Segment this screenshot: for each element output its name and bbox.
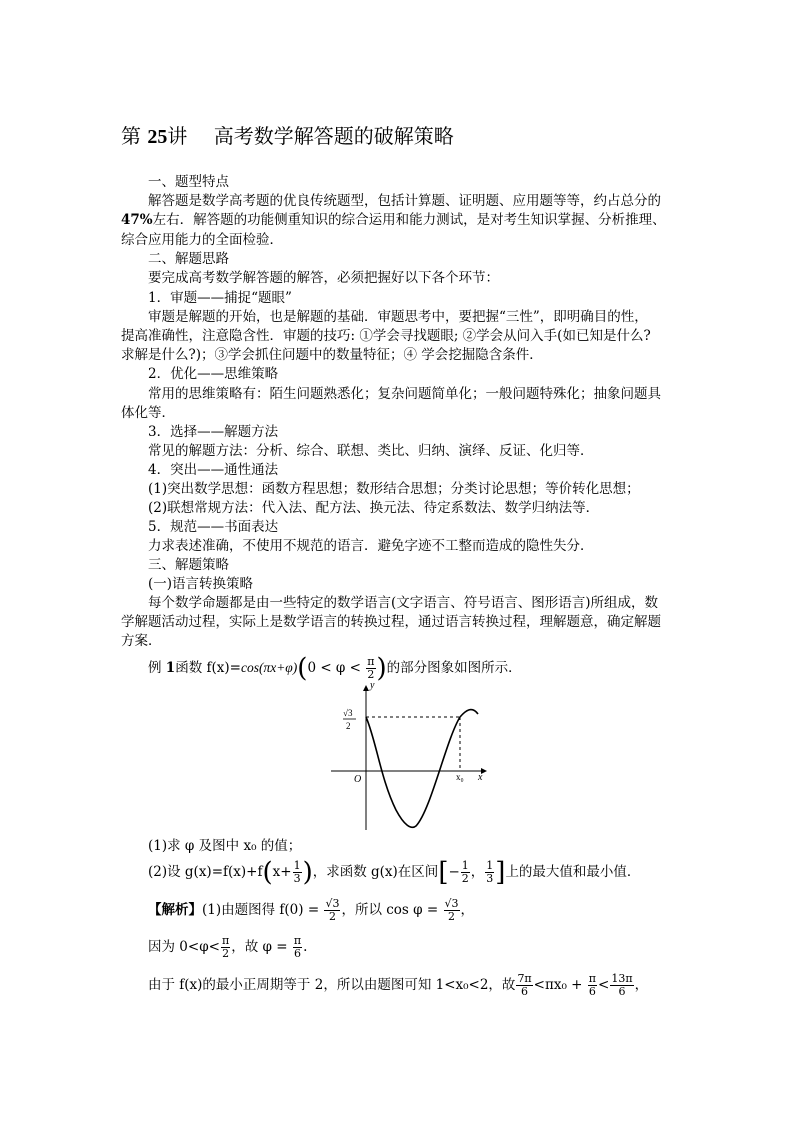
paragraph-line: (2)联想常规方法：代入法、配方法、换元法、待定系数法、数学归纳法等．: [148, 500, 600, 516]
question-text: ，求函数 g(x)在区间: [312, 864, 439, 880]
paragraph-line: 求解是什么?)；③学会抓住问题中的数量特征；④ 学会挖掘隐含条件．: [121, 347, 543, 363]
minus-sign: −: [448, 864, 460, 880]
numerator: 1: [461, 859, 469, 872]
fraction: [444, 898, 460, 923]
solution-label: 【解析】: [148, 902, 202, 918]
subheading: 3．选择——解题方法: [148, 424, 279, 440]
comma: ，: [470, 864, 485, 880]
sqrt3-label: √3: [343, 708, 353, 718]
paragraph-line: 常用的思维策略有：陌生问题熟悉化；复杂问题简单化；一般问题特殊化；抽象问题具: [148, 386, 661, 402]
numerator: 1: [486, 859, 494, 872]
fraction: [293, 860, 302, 885]
paragraph-line: 力求表述准确，不使用不规范的语言．避免字迹不工整而造成的隐性失分．: [148, 538, 594, 554]
example-text: 函数 f(x)=: [175, 660, 241, 676]
numerator: π: [367, 655, 375, 668]
solution-text: ，故 φ =: [231, 939, 292, 955]
fraction: [588, 973, 597, 998]
subheading: 5．规范——书面表达: [148, 519, 279, 535]
paragraph-line: 要完成高考数学解答题的解答，必须把握好以下各个环节：: [148, 270, 499, 286]
two-label: 2: [346, 721, 351, 731]
example-text: 的部分图象如图所示．: [386, 660, 522, 676]
numerator: √3: [325, 897, 340, 910]
section-heading-2: 二、解题思路: [148, 251, 229, 267]
question-text: (2)设 g(x)=f(x)+f: [148, 864, 263, 880]
fraction: [461, 860, 470, 885]
open-paren: (: [262, 857, 273, 888]
condition-text: 0 < φ <: [307, 660, 366, 676]
fraction: [485, 860, 494, 885]
question-text: 上的最大值和最小值．: [505, 864, 641, 880]
numerator: π: [588, 972, 597, 985]
fraction: [293, 935, 302, 960]
fraction: [221, 935, 230, 960]
denominator: 2: [461, 872, 469, 885]
paragraph-line: 提高准确性，注意隐含性．审题的技巧: ①学会寻找题眼; ②学会从问入手(如已知是什么?: [121, 328, 651, 344]
paragraph-line: [121, 210, 666, 230]
solution-line-3: [148, 973, 648, 998]
origin-label: O: [354, 774, 362, 785]
denominator: 3: [293, 872, 301, 885]
solution-text: ，所以 cos φ =: [341, 902, 443, 918]
solution-text: ，: [460, 902, 475, 918]
numerator: 7π: [517, 972, 532, 985]
paragraph-line: 方案．: [121, 633, 162, 649]
fraction: [610, 973, 633, 998]
subheading: (一)语言转换策略: [148, 576, 254, 592]
y-axis-label: y: [370, 680, 375, 691]
close-paren: ): [376, 653, 387, 684]
subheading: 4．突出——通性通法: [148, 462, 279, 478]
numerator: 13π: [611, 972, 633, 985]
denominator: 3: [486, 872, 494, 885]
title-suffix: 讲 高考数学解答题的破解策略: [167, 124, 454, 148]
solution-text: <πx₀ +: [533, 977, 587, 993]
denominator: 2: [448, 910, 455, 923]
section-heading-3: 三、解题策略: [148, 557, 229, 573]
paragraph-text: 左右．解答题的功能侧重知识的综合运用和能力测试，是对考生知识掌握、分析推理、: [152, 212, 666, 228]
solution-text: ，: [634, 977, 649, 993]
example-label: 例: [148, 660, 166, 676]
denominator: 2: [222, 947, 230, 960]
x0-label: x₀: [456, 772, 464, 782]
section-heading-1: 一、题型特点: [148, 174, 229, 190]
solution-line-1: [148, 898, 474, 923]
solution-line-2: [148, 935, 307, 960]
cosine-curve: [366, 710, 478, 828]
close-paren: ): [302, 857, 313, 888]
open-bracket: [: [438, 857, 449, 888]
denominator: 6: [293, 947, 301, 960]
denominator: 2: [328, 910, 336, 923]
title-number: 25: [147, 126, 168, 148]
paragraph-line: 综合应用能力的全面检验．: [121, 232, 283, 248]
x-axis-label: x: [478, 772, 483, 783]
paragraph-line: 常见的解题方法：分析、综合、联想、类比、归纳、演绎、反证、化归等．: [148, 443, 594, 459]
close-bracket: ]: [495, 857, 506, 888]
open-paren: (: [297, 653, 308, 684]
paragraph-line: 审题是解题的开始，也是解题的基础．审题思考中，要把握“三性”，即明确目的性，: [148, 309, 648, 325]
numerator: π: [221, 934, 230, 947]
denominator: 6: [618, 985, 626, 998]
solution-text: .: [303, 939, 308, 955]
denominator: 6: [588, 985, 596, 998]
function-expression: cos(πx+φ): [240, 660, 298, 675]
solution-text: <: [598, 977, 610, 993]
denominator: 6: [521, 985, 529, 998]
paragraph-line: 体化等．: [121, 405, 175, 421]
solution-text: (1)由题图得 f(0) =: [202, 902, 324, 918]
paragraph-line: (1)突出数学思想：函数方程思想；数形结合思想；分类讨论思想；等价转化思想；: [148, 481, 640, 497]
question-text: x+: [272, 864, 292, 880]
numerator: π: [293, 934, 302, 947]
numerator: √3: [444, 897, 459, 910]
question-2: [148, 857, 641, 888]
example-statement: [148, 653, 522, 684]
paragraph-line: 学解题活动过程，实际上是数学语言的转换过程，通过语言转换过程，理解题意，确定解题: [121, 614, 661, 630]
title-prefix: 第: [121, 124, 148, 148]
function-graph: [326, 680, 492, 836]
fraction: [324, 898, 340, 923]
paragraph-line: 每个数学命题都是由一些特定的数学语言(文字语言、符号语言、图形语言)所组成，数: [148, 595, 659, 611]
fraction: [366, 656, 375, 681]
subheading: 2．优化——思维策略: [148, 366, 279, 382]
question-1: (1)求 φ 及图中 x₀ 的值；: [148, 838, 302, 854]
fraction: [516, 973, 532, 998]
subheading: 1．审题——捕捉“题眼”: [148, 290, 292, 306]
paragraph-line: 解答题是数学高考题的优良传统题型，包括计算题、证明题、应用题等等，约占总分的: [148, 193, 661, 209]
example-number: 1: [165, 660, 176, 676]
page-title: [121, 123, 454, 150]
solution-text: 由于 f(x)的最小正周期等于 2，所以由题图可知 1<x₀<2，故: [148, 977, 516, 993]
denominator: 2: [367, 668, 375, 681]
numerator: 1: [293, 859, 301, 872]
percent-value: 47%: [121, 212, 153, 228]
solution-text: 因为 0<φ<: [148, 939, 220, 955]
